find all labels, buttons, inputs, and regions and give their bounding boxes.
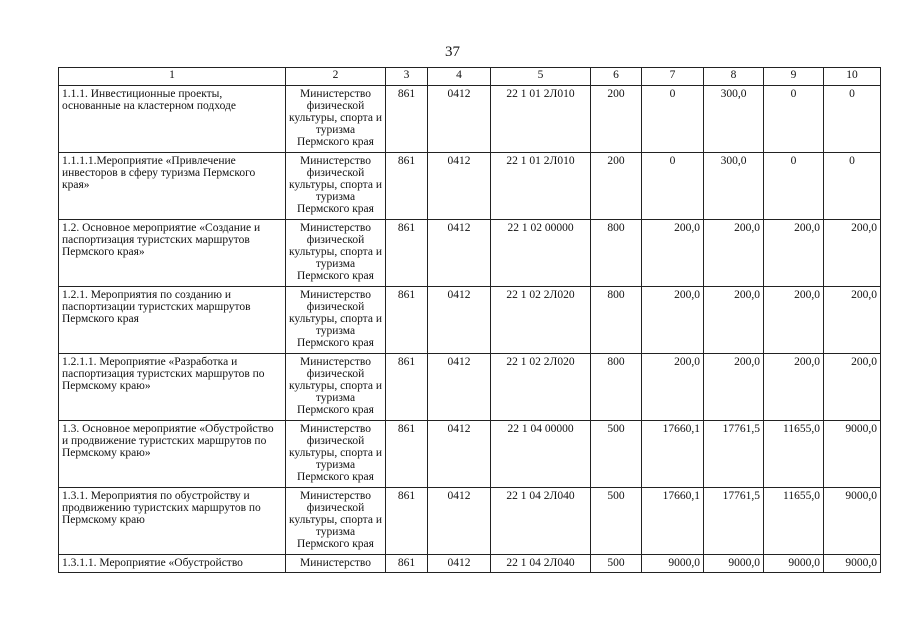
amount-col8: 300,0 [704,86,764,153]
ministry-name: Министерство физической культуры, спорта и туризма Пермского края [286,488,386,555]
amount-col7: 200,0 [642,287,704,354]
amount-col8: 17761,5 [704,421,764,488]
amount-col9: 11655,0 [764,488,824,555]
amount-col7: 0 [642,153,704,220]
section-code: 0412 [428,153,491,220]
activity-name: 1.1.1. Инвестиционные проекты, основанные на кластерном подходе [59,86,286,153]
amount-col10: 0 [824,86,881,153]
column-header: 2 [286,68,386,86]
table-row [59,421,881,488]
amount-col9: 9000,0 [764,555,824,573]
table-row [59,555,881,573]
amount-col10: 9000,0 [824,421,881,488]
target-article-code: 22 1 02 2Л020 [491,287,591,354]
amount-col10: 200,0 [824,354,881,421]
activity-name: 1.3.1.1. Мероприятие «Обустройство [59,555,286,573]
ministry-code: 861 [386,86,428,153]
column-header: 1 [59,68,286,86]
target-article-code: 22 1 04 2Л040 [491,555,591,573]
expense-type-code: 800 [591,220,642,287]
table-row [59,354,881,421]
section-code: 0412 [428,555,491,573]
amount-col8: 200,0 [704,354,764,421]
section-code: 0412 [428,488,491,555]
amount-col8: 200,0 [704,220,764,287]
column-header: 9 [764,68,824,86]
amount-col9: 200,0 [764,287,824,354]
amount-col7: 0 [642,86,704,153]
amount-col8: 9000,0 [704,555,764,573]
table-row [59,153,881,220]
column-header: 10 [824,68,881,86]
amount-col8: 300,0 [704,153,764,220]
activity-name: 1.3. Основное мероприятие «Обустройство и продвижение туристских маршрутов по Пермскому краю» [59,421,286,488]
column-header: 4 [428,68,491,86]
amount-col9: 200,0 [764,220,824,287]
table-row [59,220,881,287]
amount-col7: 200,0 [642,354,704,421]
target-article-code: 22 1 02 00000 [491,220,591,287]
amount-col9: 0 [764,86,824,153]
amount-col9: 11655,0 [764,421,824,488]
amount-col10: 200,0 [824,220,881,287]
activity-name: 1.2.1.1. Мероприятие «Разработка и паспортизация туристских маршрутов по Пермскому краю» [59,354,286,421]
amount-col10: 200,0 [824,287,881,354]
table-row [59,287,881,354]
amount-col7: 9000,0 [642,555,704,573]
ministry-code: 861 [386,153,428,220]
section-code: 0412 [428,86,491,153]
ministry-code: 861 [386,421,428,488]
ministry-code: 861 [386,555,428,573]
target-article-code: 22 1 02 2Л020 [491,354,591,421]
expense-type-code: 800 [591,354,642,421]
column-header: 6 [591,68,642,86]
activity-name: 1.2.1. Мероприятия по созданию и паспортизации туристских маршрутов Пермского края [59,287,286,354]
ministry-name: Министерство физической культуры, спорта и туризма Пермского края [286,287,386,354]
ministry-code: 861 [386,287,428,354]
section-code: 0412 [428,421,491,488]
target-article-code: 22 1 01 2Л010 [491,86,591,153]
ministry-code: 861 [386,220,428,287]
expense-type-code: 200 [591,86,642,153]
section-code: 0412 [428,287,491,354]
table-row [59,488,881,555]
amount-col8: 200,0 [704,287,764,354]
column-header: 8 [704,68,764,86]
activity-name: 1.3.1. Мероприятия по обустройству и продвижению туристских маршрутов по Пермскому краю [59,488,286,555]
ministry-name: Министерство [286,555,386,573]
target-article-code: 22 1 04 00000 [491,421,591,488]
ministry-name: Министерство физической культуры, спорта и туризма Пермского края [286,421,386,488]
header-row [59,68,881,86]
amount-col7: 200,0 [642,220,704,287]
amount-col8: 17761,5 [704,488,764,555]
ministry-code: 861 [386,488,428,555]
column-header: 5 [491,68,591,86]
ministry-code: 861 [386,354,428,421]
expense-type-code: 200 [591,153,642,220]
budget-table [58,67,881,573]
ministry-name: Министерство физической культуры, спорта и туризма Пермского края [286,86,386,153]
amount-col9: 0 [764,153,824,220]
activity-name: 1.1.1.1.Мероприятие «Привлечение инвесторов в сферу туризма Пермского края» [59,153,286,220]
target-article-code: 22 1 04 2Л040 [491,488,591,555]
target-article-code: 22 1 01 2Л010 [491,153,591,220]
amount-col10: 9000,0 [824,488,881,555]
table-row [59,86,881,153]
ministry-name: Министерство физической культуры, спорта и туризма Пермского края [286,354,386,421]
expense-type-code: 500 [591,421,642,488]
expense-type-code: 500 [591,488,642,555]
column-header: 3 [386,68,428,86]
ministry-name: Министерство физической культуры, спорта и туризма Пермского края [286,153,386,220]
section-code: 0412 [428,354,491,421]
expense-type-code: 500 [591,555,642,573]
ministry-name: Министерство физической культуры, спорта и туризма Пермского края [286,220,386,287]
page-number: 37 [445,44,460,60]
section-code: 0412 [428,220,491,287]
column-header: 7 [642,68,704,86]
amount-col7: 17660,1 [642,421,704,488]
amount-col9: 200,0 [764,354,824,421]
expense-type-code: 800 [591,287,642,354]
activity-name: 1.2. Основное мероприятие «Создание и паспортизация туристских маршрутов Пермского края» [59,220,286,287]
amount-col7: 17660,1 [642,488,704,555]
amount-col10: 0 [824,153,881,220]
amount-col10: 9000,0 [824,555,881,573]
